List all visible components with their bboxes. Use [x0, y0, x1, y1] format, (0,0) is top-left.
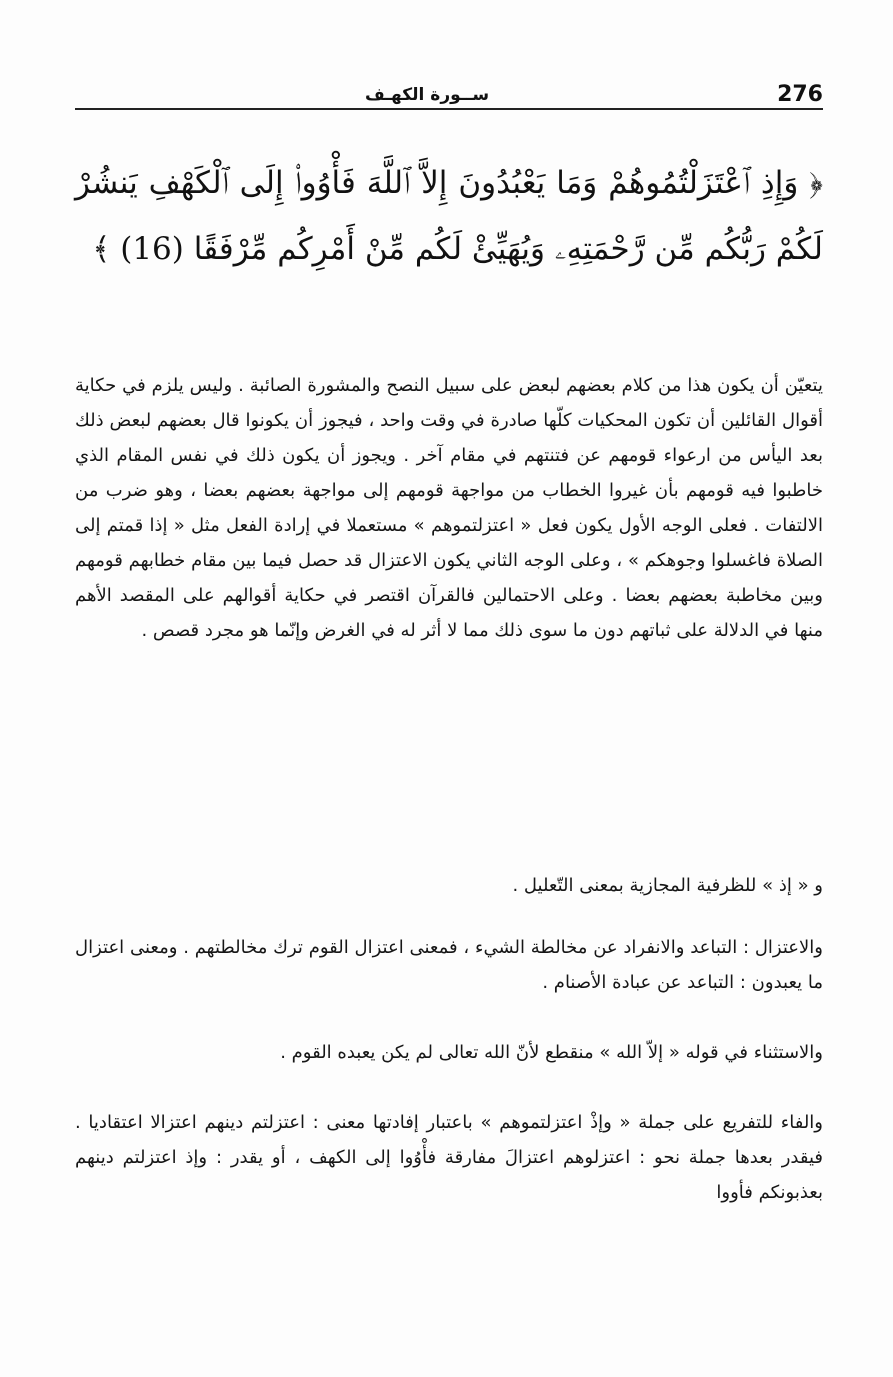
verse-number: (16) ﴾: [92, 231, 184, 267]
commentary-paragraph-5: والفاء للتفريع على جملة « وإذْ اعتزلتموهم » باعتبار إفادتها معنى : اعتزلتم دينهم اعتزالا اعتقاديا . فيقدر بعدها جملة نحو : اعتزلوهم اعتزالَ مفارقة فأْوُوا إلى الكهف ، أو يقدر : وإذ اعتزلتم دينهم بعذبونكم فأووا: [75, 1112, 823, 1203]
commentary-paragraph-4: والاستثناء في قوله « إلاّ الله » منقطع لأنّ الله تعالى لم يكن يعبده القوم .: [280, 1042, 823, 1063]
header-divider: [75, 108, 823, 110]
quran-verse: [75, 150, 823, 282]
commentary-paragraph-1: يتعيّن أن يكون هذا من كلام بعضهم لبعض على سبيل النصح والمشورة الصائبة . وليس يلزم في حكاية أقوال القائلين أن تكون المحكيات كلّها صادرة في وقت واحد ، فيجوز أن يكونوا قال بعضهم لبعض ذلك بعد اليأس من ارعواء قومهم عن فتنتهم في مقام آخر . ويجوز أن يكون ذلك في نفس المقام الذي خاطبوا فيه قومهم بأن غيروا الخطاب من مواجهة قومهم إلى مواجهة بعضهم بعضا ، وهو ضرب من الالتفات . فعلى الوجه الأول يكون فعل « اعتزلتموهم » مستعملا في إرادة الفعل مثل « إذا قمتم إلى الصلاة فاغسلوا وجوهكم » ، وعلى الوجه الثاني يكون الاعتزال قد حصل فيما بين مقام خطابهم قومهم وبين مخاطبة بعضهم بعضا . وعلى الاحتمالين فالقرآن اقتصر في حكاية أقوالهم على المقصد الأهم منها في الدلالة على ثباتهم دون ما سوى ذلك مما لا أثر له في الغرض وإنّما هو مجرد قصص .: [75, 375, 823, 641]
surah-title: ســورة الكهـف: [365, 85, 490, 105]
page-number: 276: [777, 82, 823, 107]
commentary-paragraph-2: و « إذ » للظرفية المجازية بمعنى التّعليل .: [512, 875, 823, 896]
verse-text: ﴿ وَإِذِ ٱعْتَزَلْتُمُوهُمْ وَمَا يَعْبُدُونَ إِلاَّ ٱللَّهَ فَأْوُوا۟ إِلَى ٱلْكَهْفِ يَنشُرْ لَكُمْ رَبُّكُم مِّن رَّحْمَتِهِۦ وَيُهَيِّئْ لَكُم مِّنْ أَمْرِكُم مِّرْفَقًا: [75, 165, 823, 267]
commentary-paragraph-3: والاعتزال : التباعد والانفراد عن مخالطة الشيء ، فمعنى اعتزال القوم ترك مخالطتهم . ومعنى اعتزال ما يعبدون : التباعد عن عبادة الأصنام .: [75, 937, 823, 993]
page-header: [75, 80, 823, 110]
